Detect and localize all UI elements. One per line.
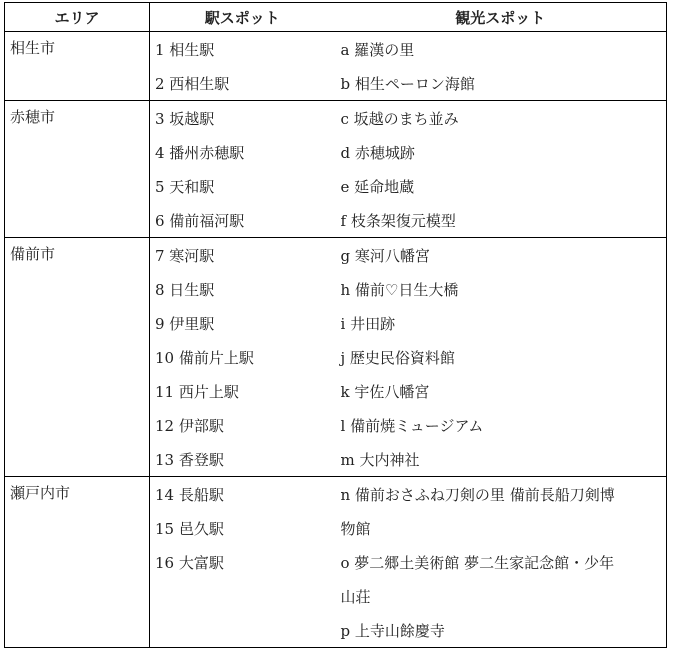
- table-row: [5, 545, 667, 579]
- station-cell: 4 播州赤穂駅: [150, 135, 335, 169]
- area-cell: [5, 203, 150, 238]
- table-row: [5, 203, 667, 238]
- area-cell: [5, 511, 150, 545]
- station-cell: 1 相生駅: [150, 32, 335, 67]
- station-cell: [150, 579, 335, 613]
- spot-cell: c 坂越のまち並み: [335, 101, 667, 136]
- area-cell: [5, 579, 150, 613]
- area-cell: [5, 408, 150, 442]
- spot-cell: 山荘: [335, 579, 667, 613]
- spot-cell: k 宇佐八幡宮: [335, 374, 667, 408]
- area-cell: [5, 545, 150, 579]
- table-row: [5, 579, 667, 613]
- table-row: [5, 135, 667, 169]
- area-cell: [5, 306, 150, 340]
- table-row: [5, 511, 667, 545]
- station-cell: 9 伊里駅: [150, 306, 335, 340]
- area-cell: [5, 66, 150, 101]
- spot-cell: o 夢二郷土美術館 夢二生家記念館・少年: [335, 545, 667, 579]
- station-cell: 15 邑久駅: [150, 511, 335, 545]
- spot-cell: m 大内神社: [335, 442, 667, 477]
- table-row: [5, 238, 667, 273]
- spot-cell: b 相生ペーロン海館: [335, 66, 667, 101]
- area-cell: [5, 442, 150, 477]
- area-cell: 備前市: [5, 238, 150, 273]
- station-cell: 16 大富駅: [150, 545, 335, 579]
- station-cell: 14 長船駅: [150, 477, 335, 512]
- area-cell: [5, 169, 150, 203]
- area-cell: [5, 135, 150, 169]
- table-row: [5, 32, 667, 67]
- area-cell: 相生市: [5, 32, 150, 67]
- header-row: [5, 3, 667, 32]
- area-cell: 瀬戸内市: [5, 477, 150, 512]
- station-cell: 13 香登駅: [150, 442, 335, 477]
- area-cell: 赤穂市: [5, 101, 150, 136]
- spot-cell: h 備前♡日生大橋: [335, 272, 667, 306]
- station-cell: [150, 613, 335, 648]
- table-row: [5, 477, 667, 512]
- table-row: [5, 101, 667, 136]
- spot-cell: j 歴史民俗資料館: [335, 340, 667, 374]
- table-row: [5, 340, 667, 374]
- spot-cell: g 寒河八幡宮: [335, 238, 667, 273]
- table-row: [5, 169, 667, 203]
- spot-cell: e 延命地蔵: [335, 169, 667, 203]
- spot-cell: d 赤穂城跡: [335, 135, 667, 169]
- spot-cell: 物館: [335, 511, 667, 545]
- spot-cell: f 枝条架復元模型: [335, 203, 667, 238]
- station-cell: 3 坂越駅: [150, 101, 335, 136]
- table-row: [5, 272, 667, 306]
- spot-cell: n 備前おさふね刀剣の里 備前長船刀剣博: [335, 477, 667, 512]
- station-cell: 11 西片上駅: [150, 374, 335, 408]
- table-row: [5, 66, 667, 101]
- station-cell: 5 天和駅: [150, 169, 335, 203]
- station-spot-table: [4, 2, 667, 648]
- station-cell: 12 伊部駅: [150, 408, 335, 442]
- area-cell: [5, 613, 150, 648]
- station-cell: 8 日生駅: [150, 272, 335, 306]
- station-cell: 7 寒河駅: [150, 238, 335, 273]
- table-row: [5, 408, 667, 442]
- spot-cell: l 備前焼ミュージアム: [335, 408, 667, 442]
- spot-cell: p 上寺山餘慶寺: [335, 613, 667, 648]
- spot-cell: a 羅漢の里: [335, 32, 667, 67]
- header-area: エリア: [5, 3, 150, 32]
- table-row: [5, 374, 667, 408]
- header-spot: 観光スポット: [335, 3, 667, 32]
- table-row: [5, 442, 667, 477]
- spot-cell: i 井田跡: [335, 306, 667, 340]
- area-cell: [5, 272, 150, 306]
- table-row: [5, 613, 667, 648]
- station-cell: 2 西相生駅: [150, 66, 335, 101]
- table-row: [5, 306, 667, 340]
- station-cell: 10 備前片上駅: [150, 340, 335, 374]
- station-cell: 6 備前福河駅: [150, 203, 335, 238]
- area-cell: [5, 374, 150, 408]
- area-cell: [5, 340, 150, 374]
- header-station: 駅スポット: [150, 3, 335, 32]
